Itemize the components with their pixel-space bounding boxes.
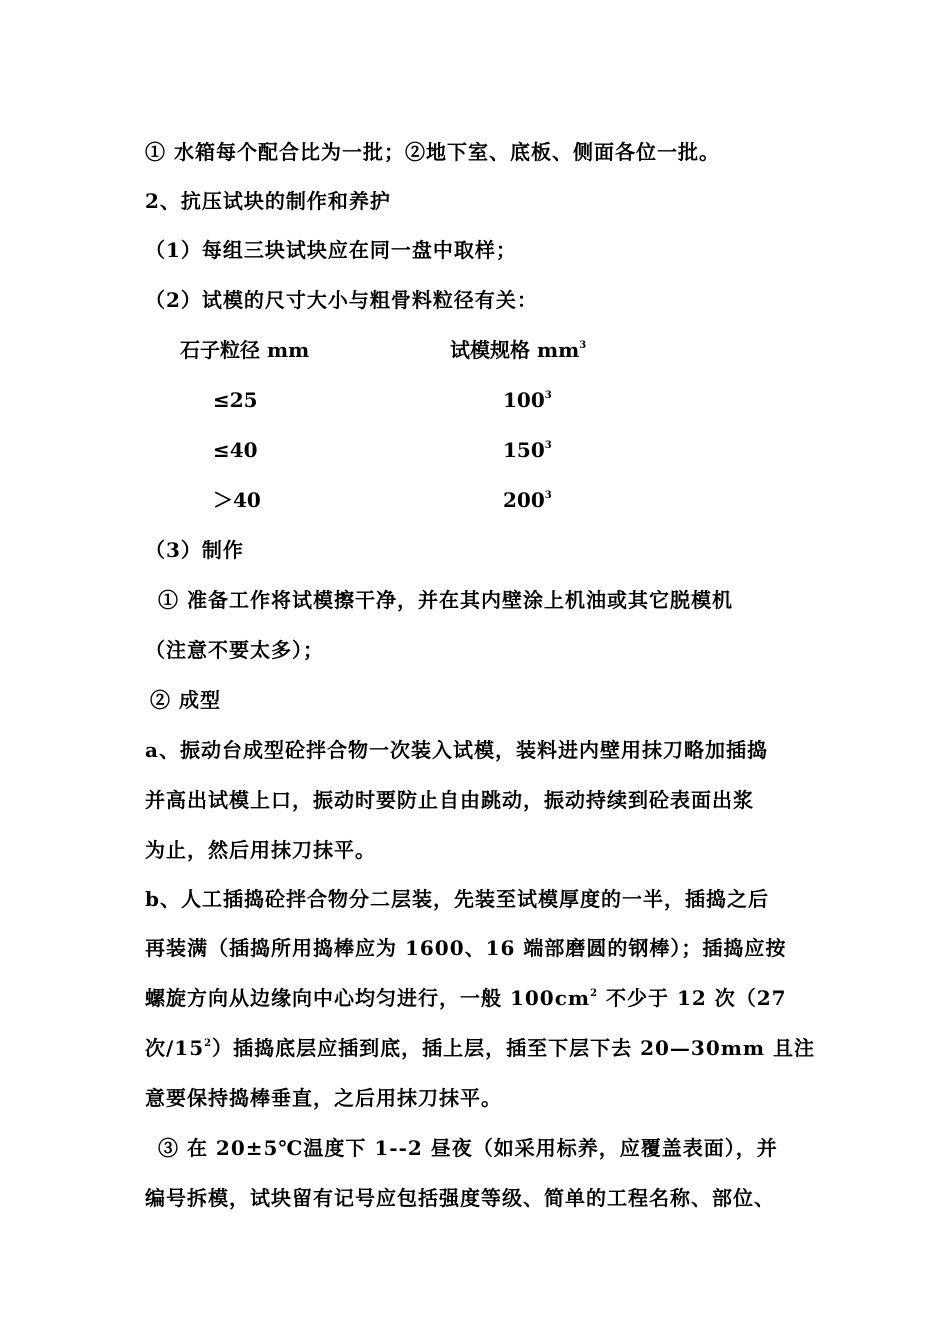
table-cell-mold: [503, 386, 552, 414]
superscript: 2: [590, 988, 599, 999]
text-segment: 不少于 12 次（27: [598, 986, 787, 1010]
text-segment: ）插捣底层应插到底，插上层，插至下层下去 20—30mm 且注: [212, 1036, 816, 1060]
text-line: 意要保持捣棒垂直，之后用抹刀抹平。: [145, 1086, 502, 1110]
text-line: [145, 984, 787, 1012]
table-cell-mold: [503, 486, 552, 514]
table-header-right-sup: 3: [579, 340, 587, 351]
text-segment: 次/15: [145, 1036, 205, 1060]
text-line: ② 成型: [150, 688, 221, 712]
text-line: （2）试模的尺寸大小与粗骨料粒径有关：: [145, 288, 538, 312]
text-line: [145, 1034, 815, 1062]
table-cell-size: ≤25: [213, 388, 258, 412]
table-cell-size: ＞40: [213, 488, 261, 512]
section-heading: （3）制作: [145, 538, 244, 562]
text-line: （注意不要太多）；: [145, 638, 324, 662]
text-line: ③ 在 20±5℃温度下 1--2 昼夜（如采用标养，应覆盖表面），并: [158, 1136, 778, 1160]
table-cell-mold-value: 200: [503, 488, 545, 512]
text-segment: 螺旋方向从边缘向中心均匀进行，一般 100cm: [145, 986, 591, 1010]
section-heading: 2、抗压试块的制作和养护: [145, 189, 391, 213]
table-cell-mold-sup: 3: [544, 390, 552, 401]
table-cell-mold-sup: 3: [544, 490, 552, 501]
text-line: ① 准备工作将试模擦干净，并在其内壁涂上机油或其它脱模机: [158, 588, 733, 612]
table-cell-mold-sup: 3: [544, 440, 552, 451]
text-line: 并高出试模上口，振动时要防止自由跳动，振动持续到砼表面出浆: [145, 788, 754, 812]
text-line: a、振动台成型砼拌合物一次装入试模，装料进内壁用抹刀略加插捣: [145, 738, 768, 762]
superscript: 2: [204, 1038, 213, 1049]
text-line: （1）每组三块试块应在同一盘中取样；: [145, 238, 517, 262]
text-line: b、人工插捣砼拌合物分二层装，先装至试模厚度的一半，插捣之后: [145, 887, 769, 911]
table-cell-mold: [503, 436, 552, 464]
text-line: ① 水箱每个配合比为一批；②地下室、底板、侧面各位一批。: [145, 140, 720, 164]
table-header-right: [450, 336, 586, 364]
text-line: 再装满（插捣所用捣棒应为 1600、16 端部磨圆的钢棒）；插捣应按: [145, 936, 787, 960]
table-header-left: 石子粒径 mm: [180, 338, 310, 362]
table-cell-size: ≤40: [213, 438, 258, 462]
table-cell-mold-value: 150: [503, 438, 545, 462]
table-header-right-text: 试模规格 mm: [450, 338, 580, 362]
text-line: 为止，然后用抹刀抹平。: [145, 838, 376, 862]
text-line: 编号拆模，试块留有记号应包括强度等级、简单的工程名称、部位、: [145, 1186, 775, 1210]
table-cell-mold-value: 100: [503, 388, 545, 412]
